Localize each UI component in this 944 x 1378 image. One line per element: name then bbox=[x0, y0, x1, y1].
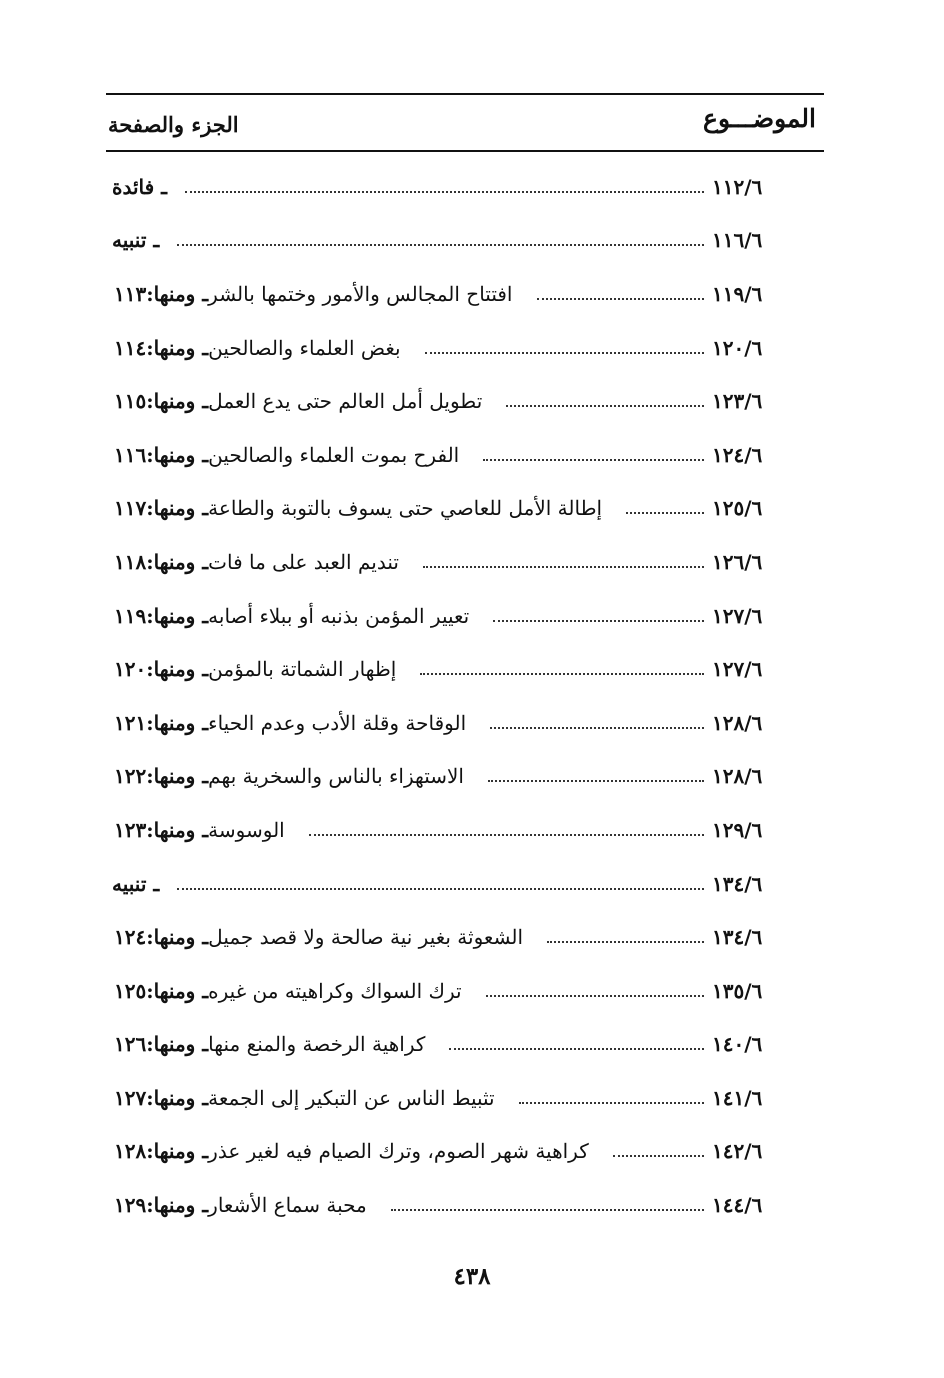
entry-number: ١٢٨ bbox=[114, 1139, 147, 1164]
toc-entry-text bbox=[112, 1032, 712, 1056]
entry-label: ـ تنبيه bbox=[112, 871, 160, 896]
toc-entry-text bbox=[112, 872, 712, 896]
entry-number: ١٢٢ bbox=[114, 764, 147, 789]
entry-title: محبة سماع الأشعار bbox=[208, 1193, 367, 1218]
entry-page-ref: ١٢٠/٦ bbox=[712, 335, 763, 360]
entry-label: ـ ومنها: bbox=[146, 710, 209, 735]
toc-entry bbox=[112, 1178, 808, 1232]
dot-leader bbox=[425, 352, 704, 354]
toc-entry bbox=[112, 267, 808, 321]
entry-page-ref: ١٤٤/٦ bbox=[712, 1193, 763, 1218]
entry-number: ١١٣ bbox=[114, 281, 147, 306]
entry-number: ١٢٩ bbox=[114, 1193, 147, 1218]
entry-label: ـ ومنها: bbox=[146, 1032, 209, 1057]
dot-leader bbox=[483, 459, 704, 461]
entry-label: ـ تنبيه bbox=[112, 228, 160, 253]
dot-leader bbox=[309, 834, 704, 836]
dot-leader bbox=[537, 298, 705, 300]
entry-label: ـ ومنها: bbox=[146, 389, 209, 414]
toc-entry bbox=[112, 1018, 808, 1072]
entry-page-ref: ١٢٥/٦ bbox=[712, 496, 763, 521]
toc-entry-text bbox=[112, 550, 712, 574]
toc-entry-text bbox=[112, 1139, 712, 1163]
entry-label: ـ ومنها: bbox=[146, 925, 209, 950]
toc-entry bbox=[112, 910, 808, 964]
entry-title: تطويل أمل العالم حتى يدع العمل bbox=[208, 389, 483, 414]
toc-entry-text bbox=[112, 496, 712, 520]
dot-leader bbox=[626, 512, 704, 514]
toc-entry bbox=[112, 1071, 808, 1125]
entry-label: ـ ومنها: bbox=[146, 817, 209, 842]
toc-entry bbox=[112, 857, 808, 911]
entry-page-ref: ١٣٤/٦ bbox=[712, 925, 763, 950]
entry-page-ref: ١٣٤/٦ bbox=[712, 871, 763, 896]
page-column-header: الجزء والصفحة bbox=[108, 112, 239, 137]
entry-page-ref: ١٢٤/٦ bbox=[712, 442, 763, 467]
entry-page-ref: ١١٢/٦ bbox=[712, 174, 763, 199]
entry-number: ١١٦ bbox=[114, 442, 147, 467]
dot-leader bbox=[493, 620, 704, 622]
entry-title: تثبيط الناس عن التبكير إلى الجمعة bbox=[208, 1085, 495, 1110]
entry-label: ـ فائدة bbox=[112, 174, 168, 199]
entry-title: ترك السواك وكراهيته من غيره bbox=[208, 978, 462, 1003]
entry-page-ref: ١٤٠/٦ bbox=[712, 1032, 763, 1057]
toc-entry bbox=[112, 321, 808, 375]
entry-number: ١١٧ bbox=[114, 496, 147, 521]
dot-leader bbox=[185, 191, 704, 193]
entry-page-ref: ١٤٢/٦ bbox=[712, 1139, 763, 1164]
page-number: ٤٣٨ bbox=[453, 1263, 491, 1290]
entry-label: ـ ومنها: bbox=[146, 442, 209, 467]
entry-title: إطالة الأمل للعاصي حتى يسوف بالتوبة والطاعة bbox=[208, 496, 603, 521]
entry-number: ١٢٤ bbox=[114, 925, 147, 950]
toc-entry bbox=[112, 160, 808, 214]
entry-label: ـ ومنها: bbox=[146, 549, 209, 574]
header-rule bbox=[106, 150, 824, 152]
entry-label: ـ ومنها: bbox=[146, 1193, 209, 1218]
dot-leader bbox=[547, 941, 704, 943]
entry-title: الشعوثة بغير نية صالحة ولا قصد جميل bbox=[208, 925, 524, 950]
dot-leader bbox=[177, 888, 704, 890]
toc-entry-text bbox=[112, 711, 712, 735]
toc-entry-text bbox=[112, 389, 712, 413]
entry-label: ـ ومنها: bbox=[146, 764, 209, 789]
entry-label: ـ ومنها: bbox=[146, 1139, 209, 1164]
entry-title: الفرح بموت العلماء والصالحين bbox=[208, 442, 460, 467]
top-rule bbox=[106, 93, 824, 95]
entry-title: تعيير المؤمن بذنبه أو ببلاء أصابه bbox=[208, 603, 470, 628]
entry-page-ref: ١٢٣/٦ bbox=[712, 389, 763, 414]
entry-number: ١١٨ bbox=[114, 549, 147, 574]
entry-page-ref: ١١٦/٦ bbox=[712, 228, 763, 253]
toc-entry bbox=[112, 535, 808, 589]
entry-number: ١٢٣ bbox=[114, 817, 147, 842]
topic-column-header: الموضـــوع bbox=[703, 104, 816, 133]
entry-number: ١١٤ bbox=[114, 335, 147, 360]
toc-entry-text bbox=[112, 925, 712, 949]
entry-title: الوقاحة وقلة الأدب وعدم الحياء bbox=[208, 710, 467, 735]
toc-entry-text bbox=[112, 1086, 712, 1110]
dot-leader bbox=[391, 1209, 704, 1211]
toc-entry bbox=[112, 642, 808, 696]
entry-number: ١١٩ bbox=[114, 603, 147, 628]
dot-leader bbox=[506, 405, 704, 407]
toc-entry bbox=[112, 964, 808, 1018]
entry-page-ref: ١٢٨/٦ bbox=[712, 710, 763, 735]
entry-page-ref: ١٤١/٦ bbox=[712, 1085, 763, 1110]
dot-leader bbox=[423, 566, 704, 568]
entry-label: ـ ومنها: bbox=[146, 657, 209, 682]
dot-leader bbox=[519, 1102, 704, 1104]
entry-page-ref: ١٢٦/٦ bbox=[712, 549, 763, 574]
toc-entry-text bbox=[112, 175, 712, 199]
toc-entry-text bbox=[112, 604, 712, 628]
entry-label: ـ ومنها: bbox=[146, 1085, 209, 1110]
entry-number: ١٢٥ bbox=[114, 978, 147, 1003]
toc-entry-text bbox=[112, 657, 712, 681]
entry-label: ـ ومنها: bbox=[146, 496, 209, 521]
entry-title: الاستهزاء بالناس والسخرية بهم bbox=[208, 764, 464, 789]
toc-entry-text bbox=[112, 336, 712, 360]
toc-entry bbox=[112, 428, 808, 482]
entry-page-ref: ١٢٧/٦ bbox=[712, 603, 763, 628]
entry-title: افتتاح المجالس والأمور وختمها بالشر bbox=[208, 281, 513, 306]
dot-leader bbox=[449, 1048, 704, 1050]
toc-entry-text bbox=[112, 764, 712, 788]
entry-title: إظهار الشماتة بالمؤمن bbox=[208, 657, 397, 682]
entry-page-ref: ١١٩/٦ bbox=[712, 281, 763, 306]
toc-entry-text bbox=[112, 443, 712, 467]
entry-label: ـ ومنها: bbox=[146, 603, 209, 628]
toc-entry-text bbox=[112, 282, 712, 306]
toc-entry-text bbox=[112, 979, 712, 1003]
dot-leader bbox=[486, 995, 704, 997]
entry-page-ref: ١٣٥/٦ bbox=[712, 978, 763, 1003]
entry-number: ١٢٦ bbox=[114, 1032, 147, 1057]
entry-number: ١٢٧ bbox=[114, 1085, 147, 1110]
toc-entry bbox=[112, 803, 808, 857]
entry-number: ١١٥ bbox=[114, 389, 147, 414]
dot-leader bbox=[490, 727, 704, 729]
entry-title: كراهية شهر الصوم، وترك الصيام فيه لغير عذر bbox=[208, 1139, 589, 1164]
toc-entry-text bbox=[112, 818, 712, 842]
dot-leader bbox=[613, 1155, 704, 1157]
toc-entry bbox=[112, 374, 808, 428]
entry-page-ref: ١٢٧/٦ bbox=[712, 657, 763, 682]
entry-label: ـ ومنها: bbox=[146, 335, 209, 360]
entry-title: كراهية الرخصة والمنع منها bbox=[208, 1032, 426, 1057]
dot-leader bbox=[177, 244, 704, 246]
dot-leader bbox=[488, 780, 704, 782]
toc-entry-text bbox=[112, 1193, 712, 1217]
toc-entry bbox=[112, 696, 808, 750]
toc-entry bbox=[112, 589, 808, 643]
entry-page-ref: ١٢٩/٦ bbox=[712, 817, 763, 842]
entry-title: بغض العلماء والصالحين bbox=[208, 335, 401, 360]
entry-label: ـ ومنها: bbox=[146, 978, 209, 1003]
toc-entry-text bbox=[112, 228, 712, 252]
toc-entry bbox=[112, 482, 808, 536]
entry-number: ١٢١ bbox=[114, 710, 147, 735]
dot-leader bbox=[420, 673, 704, 675]
toc-entry bbox=[112, 1125, 808, 1179]
entry-label: ـ ومنها: bbox=[146, 281, 209, 306]
toc-entry bbox=[112, 214, 808, 268]
entry-page-ref: ١٢٨/٦ bbox=[712, 764, 763, 789]
table-of-contents bbox=[112, 160, 808, 1232]
entry-title: تنديم العبد على ما فات bbox=[208, 549, 399, 574]
toc-entry bbox=[112, 750, 808, 804]
entry-title: الوسوسة bbox=[208, 817, 285, 842]
entry-number: ١٢٠ bbox=[114, 657, 147, 682]
